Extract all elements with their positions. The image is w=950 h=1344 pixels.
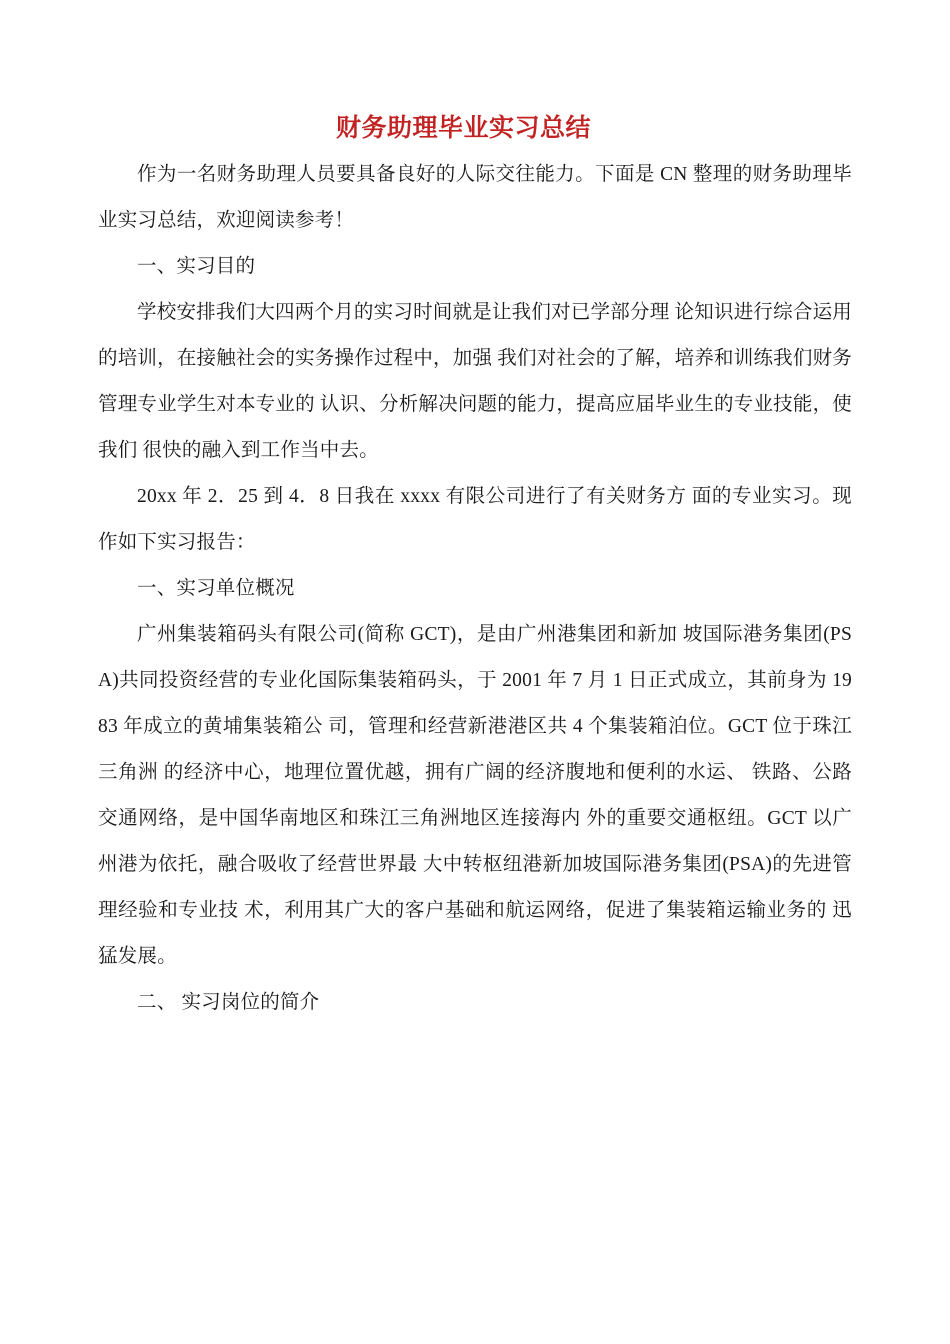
paragraph-intro: 作为一名财务助理人员要具备良好的人际交往能力。下面是 CN 整理的财务助理毕业实习总结，欢迎阅读参考！ — [98, 163, 852, 231]
heading-internship-purpose: 一、实习目的 — [137, 255, 256, 277]
paragraph-internship-purpose: 学校安排我们大四两个月的实习时间就是让我们对已学部分理 论知识进行综合运用的培训，在接触社会的实务操作过程中，加强 我们对社会的了解，培养和训练我们财务管理专业学生对本专业的 认识、分析解决问题的能力，提高应届毕业生的专业技能，使我们 很快的融入到工作当中去。 — [98, 301, 852, 461]
paragraph-date-report: 20xx 年 2．25 到 4．8 日我在 xxxx 有限公司进行了有关财务方 面的专业实习。现作如下实习报告： — [98, 485, 852, 553]
page-title: 财务助理毕业实习总结 — [336, 115, 592, 142]
paragraph-unit-overview: 广州集装箱码头有限公司(简称 GCT)，是由广州港集团和新加 坡国际港务集团(PSA)共同投资经营的专业化国际集装箱码头，于 2001 年 7 月 1 日正式成立，其前身为 1983 年成立的黄埔集装箱公 司，管理和经营新港港区共 4 个集装箱泊位。GCT 位于珠江三角洲 的经济中心，地理位置优越，拥有广阔的经济腹地和便利的水运、 铁路、公路交通网络，是中国华南地区和珠江三角洲地区连接海内 外的重要交通枢纽。GCT 以广州港为依托，融合吸收了经营世界最 大中转枢纽港新加坡国际港务集团(PSA)的先进管理经验和专业技 术，利用其广大的客户基础和航运网络，促进了集装箱运输业务的 迅猛发展。 — [98, 623, 852, 967]
heading-unit-overview: 一、实习单位概况 — [137, 577, 295, 599]
heading-post-introduction: 二、 实习岗位的简介 — [137, 991, 320, 1013]
